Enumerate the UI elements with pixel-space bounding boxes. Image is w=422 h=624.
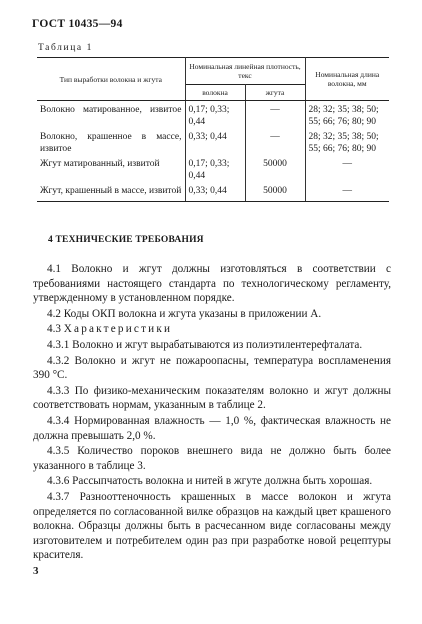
paragraph: 4.3.3 По физико-механическим показателям волокно и жгут должны соответствовать нормам, указанным в таблице 2.	[33, 384, 391, 412]
table-row	[37, 101, 389, 129]
header-density-tow: жгута	[245, 85, 305, 101]
section-body	[33, 262, 391, 564]
row-type: Жгут матированный, извитой	[37, 155, 185, 182]
row-length: 28; 32; 35; 38; 50; 55; 66; 76; 80; 90	[308, 105, 379, 127]
row-tow-density: —	[245, 101, 305, 129]
row-length: 28; 32; 35; 38; 50; 55; 66; 76; 80; 90	[308, 132, 379, 154]
subsection-number: 4.3	[47, 323, 61, 336]
header-density-fiber: волокна	[185, 85, 245, 101]
section-title: 4 ТЕХНИЧЕСКИЕ ТРЕБОВАНИЯ	[48, 235, 204, 245]
row-tow-density: 50000	[245, 155, 305, 182]
paragraph: 4.3.5 Количество пороков внешнего вида не должно быть более указанного в таблице 3.	[33, 445, 391, 472]
row-type: Жгут, крашенный в массе, извитой	[37, 182, 185, 201]
table-row	[37, 155, 389, 182]
row-tow-density: 50000	[245, 182, 305, 201]
paragraph: 4.3.2 Волокно и жгут не пожароопасны, температура воспламенения 390 °С.	[33, 354, 391, 382]
fiber-types-table	[37, 57, 389, 202]
row-fiber-density: 0,33; 0,44	[185, 182, 245, 201]
paragraph	[33, 322, 391, 337]
document-header: ГОСТ 10435—94	[32, 18, 123, 30]
paragraph: 4.2 Коды ОКП волокна и жгута указаны в приложении А.	[47, 307, 322, 320]
paragraph: 4.3.6 Рассыпчатость волокна и нитей в жгуте должна быть хорошая.	[47, 475, 373, 488]
row-tow-density: —	[245, 128, 305, 155]
row-fiber-density: 0,33; 0,44	[185, 128, 245, 155]
page-number: 3	[33, 565, 39, 577]
paragraph: 4.3.4 Нормированная влажность — 1,0 %, фактическая влажность не должна превышать 2,0 %.	[33, 414, 391, 442]
subsection-heading: Характеристики	[63, 323, 173, 336]
row-type: Волокно матированное, извитое	[37, 101, 185, 129]
row-length: —	[342, 159, 352, 169]
table-header-row	[37, 58, 389, 85]
header-type: Тип выработки волокна и жгута	[37, 58, 185, 101]
row-fiber-density: 0,17; 0,33; 0,44	[185, 101, 245, 129]
table-row	[37, 128, 389, 155]
table-row	[37, 182, 389, 201]
row-fiber-density: 0,17; 0,33; 0,44	[185, 155, 245, 182]
header-density: Номинальная линейная плотность, текс	[185, 58, 305, 85]
paragraph: 4.3.7 Разнооттеночность крашенных в массе волокон и жгута определяется по согласованной вилке образцов на каждый цвет крашеного волокна. Образцы должны быть в расчесанном виде согласованы между изготовителем и потребителем один раз при разработке новой рецептуры красителя.	[33, 490, 391, 562]
row-type: Волокно, крашенное в массе, извитое	[37, 128, 185, 155]
row-length: —	[305, 182, 389, 201]
paragraph: 4.3.1 Волокно и жгут вырабатываются из полиэтилентерефталата.	[47, 338, 363, 351]
header-length: Номинальная длина волокна, мм	[305, 58, 389, 101]
paragraph: 4.1 Волокно и жгут должны изготовляться в соответствии с требованиями настоящего стандарта по технологическому регламенту, утвержденному в установленном порядке.	[33, 263, 391, 305]
table-label: Таблица 1	[38, 43, 94, 53]
